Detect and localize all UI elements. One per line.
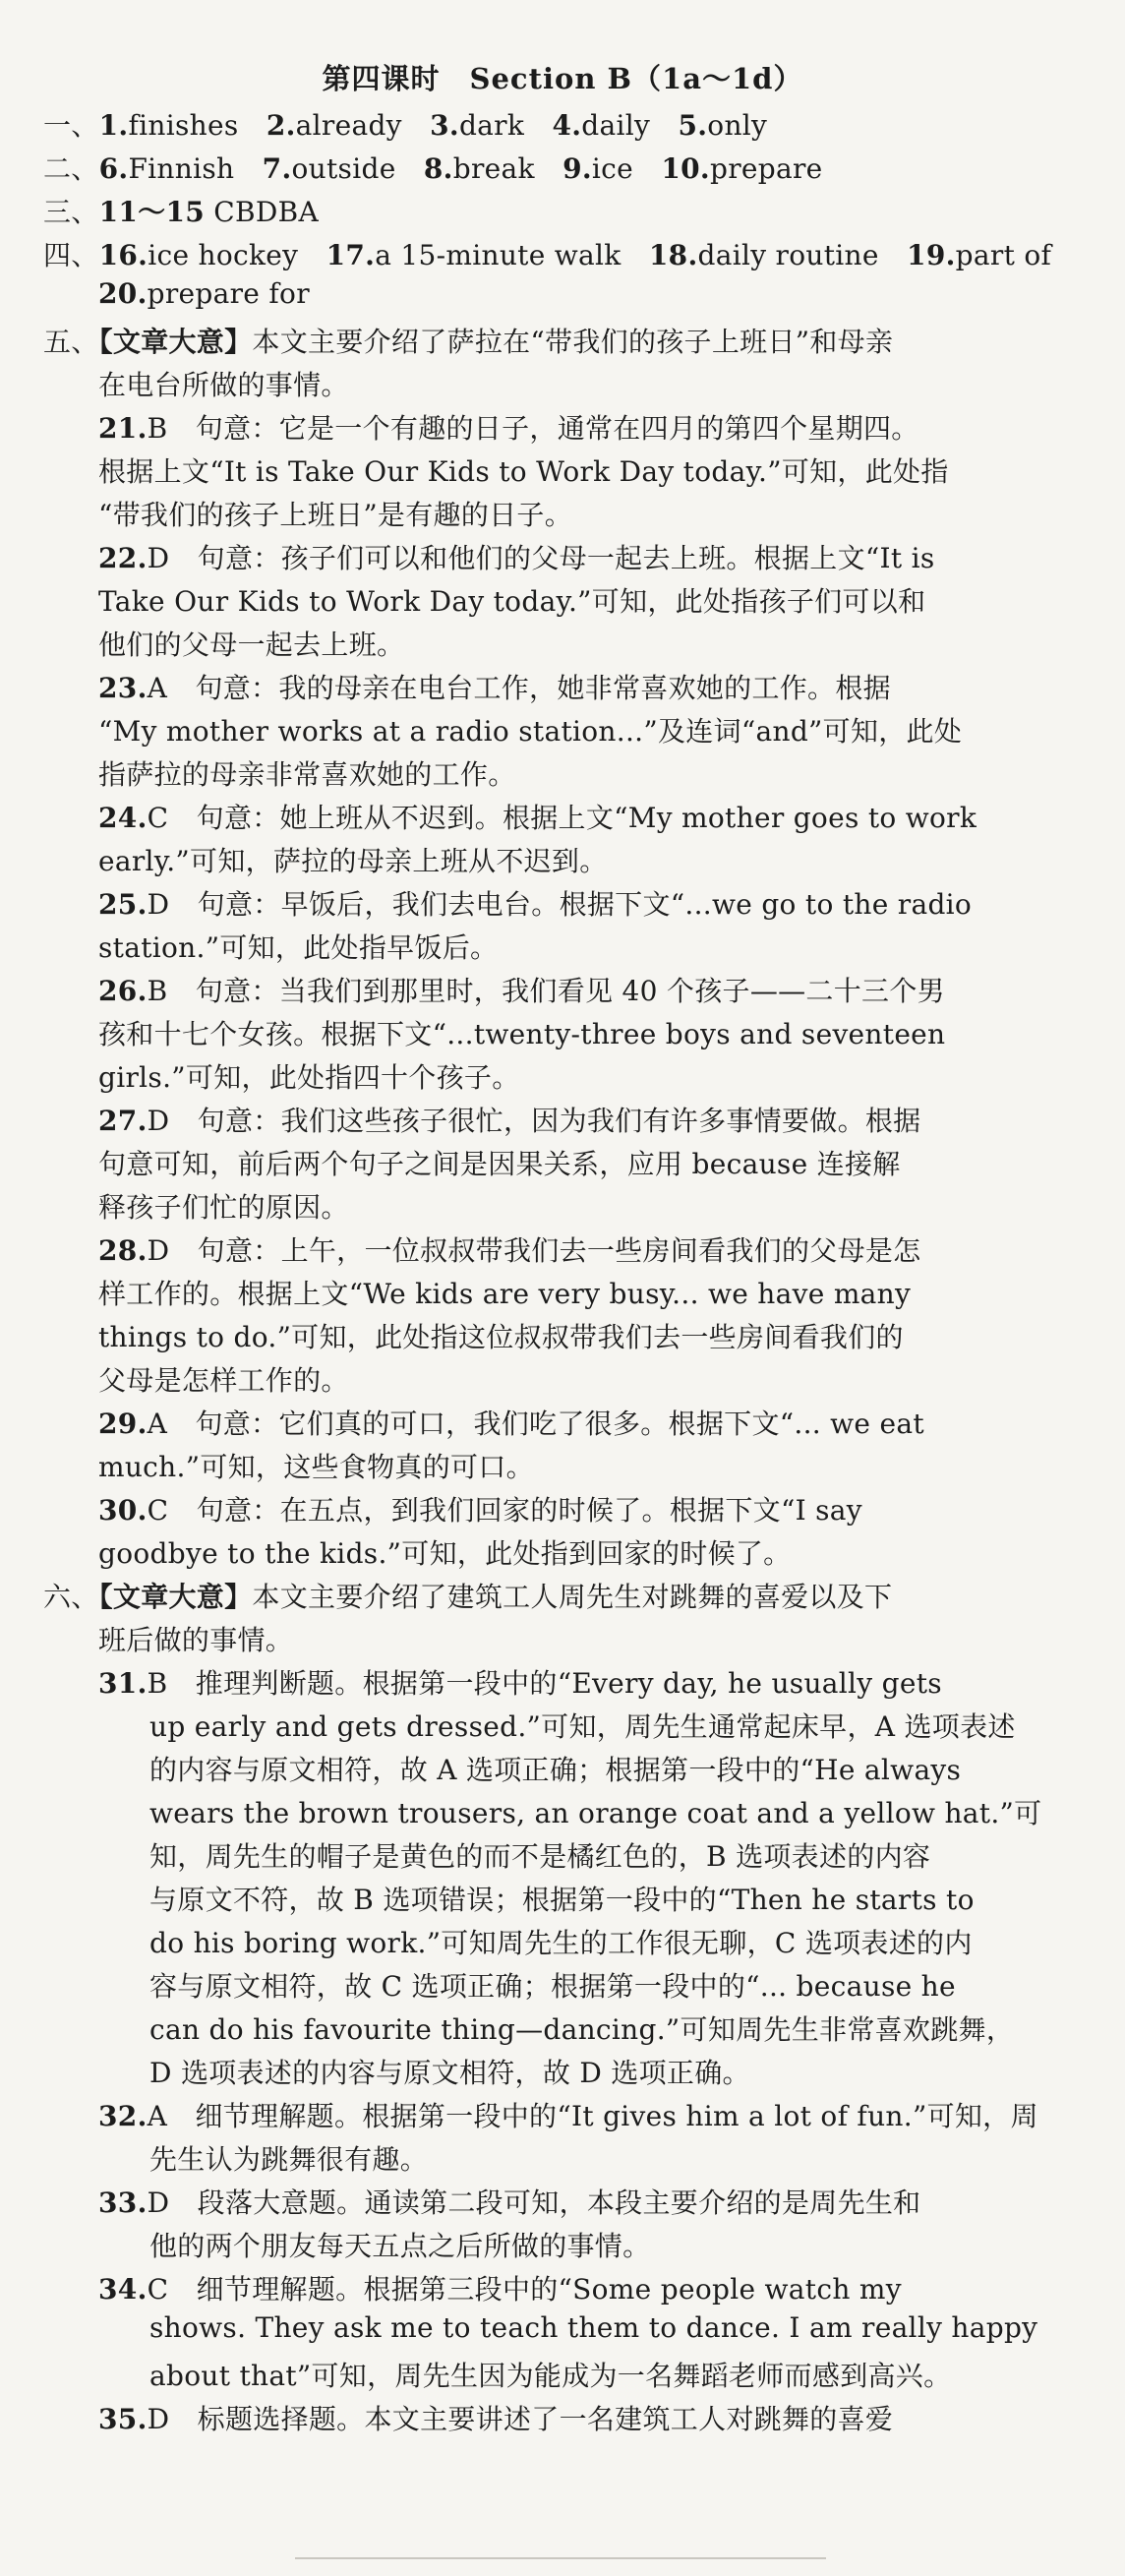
answer-text: part of — [955, 239, 1052, 271]
answer-line — [98, 797, 1125, 836]
answer-line — [98, 1013, 1125, 1052]
answer-text: “My mother works at a radio station...”及连词“and”可知，此处 — [98, 715, 963, 748]
answer-line — [149, 1922, 1094, 1961]
answer-text: D 句意：早饭后，我们去电台。根据下文“...we go to the radio — [147, 888, 973, 921]
section-number: 五、 — [43, 326, 99, 358]
item-number: 11～15 — [98, 196, 206, 228]
item-number: 34. — [98, 2273, 148, 2306]
answer-line — [98, 1143, 1125, 1182]
answer-line — [98, 450, 1125, 490]
answer-text: 知，周先生的帽子是黄色的而不是橘红色的，B 选项表述的内容 — [149, 1840, 931, 1873]
item-number: 31. — [98, 1667, 148, 1700]
answer-line — [98, 1532, 1125, 1572]
answer-text: ice — [591, 152, 662, 185]
answer-line — [149, 1965, 1094, 2005]
answer-line — [98, 970, 1125, 1009]
answer-text: goodbye to the kids.”可知，此处指到回家的时候了。 — [98, 1537, 792, 1570]
answer-text: about that”可知，周先生因为能成为一名舞蹈老师而感到高兴。 — [149, 2360, 952, 2392]
answer-line — [43, 1576, 1090, 1615]
answer-line — [149, 1706, 1094, 1745]
answer-line — [98, 407, 1125, 447]
item-number: 16. — [98, 239, 148, 271]
answer-line — [98, 1273, 1125, 1312]
item-number: 24. — [98, 802, 148, 834]
section-number: 三、 — [43, 196, 99, 228]
item-number: 8. — [423, 152, 453, 185]
answer-text: only — [707, 109, 768, 142]
answer-text: D 选项表述的内容与原文相符，故 D 选项正确。 — [149, 2057, 750, 2089]
answer-text: C 句意：在五点，到我们回家的时候了。根据下文“I say — [147, 1494, 862, 1527]
answer-text: early.”可知，萨拉的母亲上班从不迟到。 — [98, 845, 608, 877]
answer-line — [149, 1835, 1094, 1875]
answer-text: 指萨拉的母亲非常喜欢她的工作。 — [98, 758, 516, 791]
summary-label: 【文章大意】 — [98, 1581, 253, 1613]
answer-text: do his boring work.”可知周先生的工作很无聊，C 选项表述的内 — [149, 1927, 973, 1959]
answer-text: C 句意：她上班从不迟到。根据上文“My mother goes to work — [147, 802, 977, 834]
section-number: 一、 — [43, 109, 99, 142]
answer-text: girls.”可知，此处指四十个孩子。 — [98, 1061, 520, 1094]
answer-text: D 段落大意题。通读第二段可知，本段主要介绍的是周先生和 — [147, 2187, 921, 2219]
answer-text: B 句意：当我们到那里时，我们看见 40 个孩子——二十三个男 — [147, 975, 945, 1007]
item-number: 30. — [98, 1494, 148, 1527]
answer-text: “带我们的孩子上班日”是有趣的日子。 — [98, 499, 573, 531]
item-number: 29. — [98, 1408, 148, 1440]
answer-text: Finnish — [128, 152, 263, 185]
answer-text: station.”可知，此处指早饭后。 — [98, 931, 499, 964]
item-number: 33. — [98, 2187, 148, 2219]
answer-line — [98, 927, 1125, 966]
answer-text: outside — [291, 152, 424, 185]
answer-text: much.”可知，这些食物真的可口。 — [98, 1451, 534, 1483]
item-number: 27. — [98, 1105, 148, 1137]
answer-line — [98, 2398, 1125, 2437]
answer-text: things to do.”可知，此处指这位叔叔带我们去一些房间看我们的 — [98, 1321, 904, 1353]
answer-text: 他们的父母一起去上班。 — [98, 629, 405, 661]
answer-line — [98, 2095, 1125, 2134]
answer-line — [149, 1749, 1094, 1788]
section-number: 四、 — [43, 239, 99, 271]
answer-text: B 推理判断题。根据第一段中的“Every day, he usually gets — [147, 1667, 942, 1700]
item-number: 19. — [907, 239, 956, 271]
item-number: 17. — [326, 239, 376, 271]
summary-label: 【文章大意】 — [98, 326, 253, 358]
answer-line — [149, 2138, 1094, 2178]
item-number: 20. — [98, 277, 148, 310]
answer-line — [98, 1662, 1125, 1702]
answer-text: A 句意：我的母亲在电台工作，她非常喜欢她的工作。根据 — [147, 672, 891, 704]
section-number: 六、 — [43, 1581, 99, 1613]
item-number: 21. — [98, 412, 148, 445]
answer-line — [98, 883, 1125, 923]
answer-line — [149, 2225, 1094, 2264]
answer-text: 本文主要介绍了建筑工人周先生对跳舞的喜爱以及下 — [252, 1581, 893, 1613]
answer-text: daily — [581, 109, 679, 142]
answer-line — [98, 1186, 1125, 1226]
answer-text: 父母是怎样工作的。 — [98, 1364, 349, 1397]
answer-line — [149, 2008, 1094, 2048]
answer-text: already — [295, 109, 431, 142]
answer-line — [98, 1100, 1125, 1139]
answer-line — [43, 234, 1090, 273]
answer-line — [98, 494, 1125, 533]
answer-text: break — [452, 152, 563, 185]
item-number: 26. — [98, 975, 148, 1007]
answer-text: prepare — [709, 152, 823, 185]
item-number: 18. — [648, 239, 698, 271]
item-number: 3. — [430, 109, 459, 142]
answer-line — [149, 2355, 1094, 2394]
answer-line — [149, 2311, 1094, 2344]
answer-line — [149, 1879, 1094, 1918]
answer-text: 释孩子们忙的原因。 — [98, 1191, 349, 1224]
answer-line — [98, 2182, 1125, 2221]
answer-line — [98, 1316, 1125, 1355]
answer-text: prepare for — [147, 277, 310, 310]
item-number: 35. — [98, 2403, 148, 2435]
answer-text: 孩和十七个女孩。根据下文“...twenty-three boys and seventeen — [98, 1018, 946, 1050]
answer-text: 句意可知，前后两个句子之间是因果关系，应用 because 连接解 — [98, 1148, 901, 1180]
answer-text: ice hockey — [148, 239, 326, 271]
item-number: 9. — [562, 152, 592, 185]
answer-text: 的内容与原文相符，故 A 选项正确；根据第一段中的“He always — [149, 1754, 962, 1786]
answer-text: a 15-minute walk — [375, 239, 649, 271]
answer-text: 与原文不符，故 B 选项错误；根据第一段中的“Then he starts to — [149, 1884, 975, 1916]
section-number: 二、 — [43, 152, 99, 185]
answer-line — [43, 321, 1090, 360]
answer-text: CBDBA — [205, 196, 319, 228]
page-title: 第四课时 Section B（1a～1d） — [322, 62, 803, 95]
answer-text: up early and gets dressed.”可知，周先生通常起床早，A 选项表述 — [149, 1710, 1016, 1743]
answer-text: D 标题选择题。本文主要讲述了一名建筑工人对跳舞的喜爱 — [147, 2403, 894, 2435]
answer-line — [98, 1229, 1125, 1269]
answer-text: 本文主要介绍了萨拉在“带我们的孩子上班日”和母亲 — [252, 326, 894, 358]
answer-text: Take Our Kids to Work Day today.”可知，此处指孩子们可以和 — [98, 585, 926, 618]
answer-line — [43, 148, 1090, 187]
item-number: 7. — [262, 152, 292, 185]
answer-line — [98, 277, 1125, 310]
item-number: 28. — [98, 1234, 148, 1267]
answer-text: 班后做的事情。 — [98, 1624, 294, 1656]
answer-line — [43, 104, 1090, 144]
item-number: 6. — [98, 152, 129, 185]
answer-line — [98, 1359, 1125, 1399]
answer-line — [149, 2052, 1094, 2091]
item-number: 32. — [98, 2100, 148, 2132]
answer-line — [98, 580, 1125, 620]
answer-text: D 句意：孩子们可以和他们的父母一起去上班。根据上文“It is — [147, 542, 935, 574]
item-number: 10. — [661, 152, 710, 185]
item-number: 4. — [552, 109, 582, 142]
answer-text: can do his favourite thing—dancing.”可知周先生非常喜欢跳舞， — [149, 2013, 1015, 2046]
item-number: 2. — [266, 109, 296, 142]
answer-text: C 细节理解题。根据第三段中的“Some people watch my — [147, 2273, 902, 2306]
answer-text: B 句意：它是一个有趣的日子，通常在四月的第四个星期四。 — [147, 412, 919, 445]
answer-line — [98, 1446, 1125, 1485]
answer-line — [98, 2268, 1125, 2307]
answer-line — [98, 710, 1125, 749]
answer-text: 根据上文“It is Take Our Kids to Work Day today.”可知，此处指 — [98, 455, 949, 488]
answer-line — [98, 667, 1125, 706]
answer-text: shows. They ask me to teach them to dance. I am really happy — [149, 2311, 1038, 2344]
answer-line — [43, 191, 1090, 230]
item-number: 25. — [98, 888, 148, 921]
item-number: 23. — [98, 672, 148, 704]
answer-text: A 细节理解题。根据第一段中的“It gives him a lot of fun.”可知，周 — [147, 2100, 1038, 2132]
item-number: 1. — [98, 109, 129, 142]
answer-line — [98, 753, 1125, 793]
answer-text: 容与原文相符，故 C 选项正确；根据第一段中的“... because he — [149, 1970, 956, 2003]
answer-line — [98, 1489, 1125, 1528]
answer-line — [98, 1403, 1125, 1442]
answer-text: wears the brown trousers, an orange coat and a yellow hat.”可 — [149, 1797, 1042, 1829]
answer-line — [98, 840, 1125, 879]
answer-text: 在电台所做的事情。 — [98, 369, 349, 401]
answer-text: finishes — [128, 109, 266, 142]
answer-text: 先生认为跳舞很有趣。 — [149, 2143, 429, 2176]
answer-line — [98, 1056, 1125, 1096]
answer-text: 样工作的。根据上文“We kids are very busy... we have many — [98, 1278, 912, 1310]
answer-line — [98, 537, 1125, 576]
answer-line — [149, 1792, 1094, 1831]
answer-line — [98, 1619, 1125, 1658]
answer-line — [98, 624, 1125, 663]
item-number: 5. — [678, 109, 708, 142]
answer-text: A 句意：它们真的可口，我们吃了很多。根据下文“... we eat — [147, 1408, 924, 1440]
answer-line — [98, 364, 1125, 403]
answer-text: D 句意：上午，一位叔叔带我们去一些房间看我们的父母是怎 — [147, 1234, 921, 1267]
bottom-divider — [295, 2557, 826, 2559]
answer-text: daily routine — [697, 239, 908, 271]
item-number: 22. — [98, 542, 148, 574]
answer-text: D 句意：我们这些孩子很忙，因为我们有许多事情要做。根据 — [147, 1105, 921, 1137]
answer-text: 他的两个朋友每天五点之后所做的事情。 — [149, 2230, 651, 2262]
answer-text: dark — [458, 109, 553, 142]
